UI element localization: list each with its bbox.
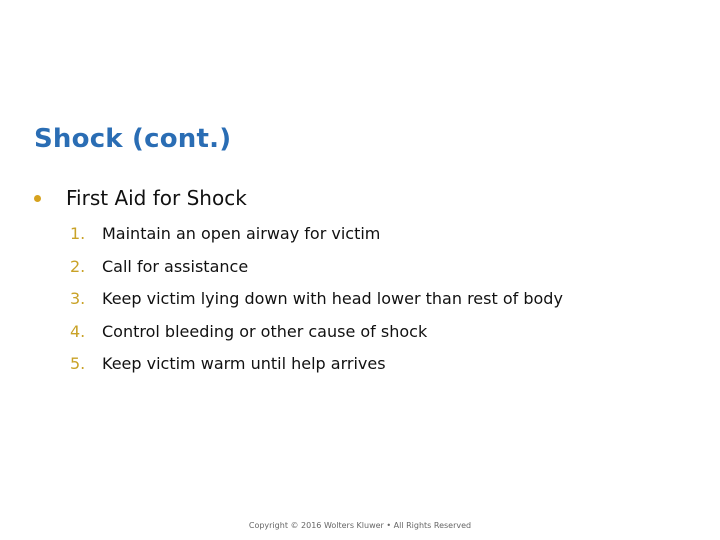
bullet-dot-icon [34,195,41,202]
step-number: 3. [70,289,86,308]
list-item [70,354,563,387]
step-text: Keep victim lying down with head lower than rest of body [102,289,563,308]
step-number: 1. [70,224,86,243]
list-item [70,322,563,355]
step-text: Keep victim warm until help arrives [102,354,386,373]
list-item [70,224,563,257]
step-number: 2. [70,256,86,276]
bullet-text: First Aid for Shock [66,186,247,210]
step-number: 4. [70,321,86,341]
step-number: 5. [70,354,86,373]
step-text: Control bleeding or other cause of shock [102,321,428,341]
list-item [70,257,563,290]
step-text: Call for assistance [102,256,249,276]
copyright-footer: Copyright © 2016 Wolters Kluwer • All Rights Reserved [248,521,472,530]
list-item [70,289,563,322]
slide-title: Shock (cont.) [34,124,232,154]
step-text: Maintain an open airway for victim [102,224,381,243]
steps-list [70,224,563,387]
